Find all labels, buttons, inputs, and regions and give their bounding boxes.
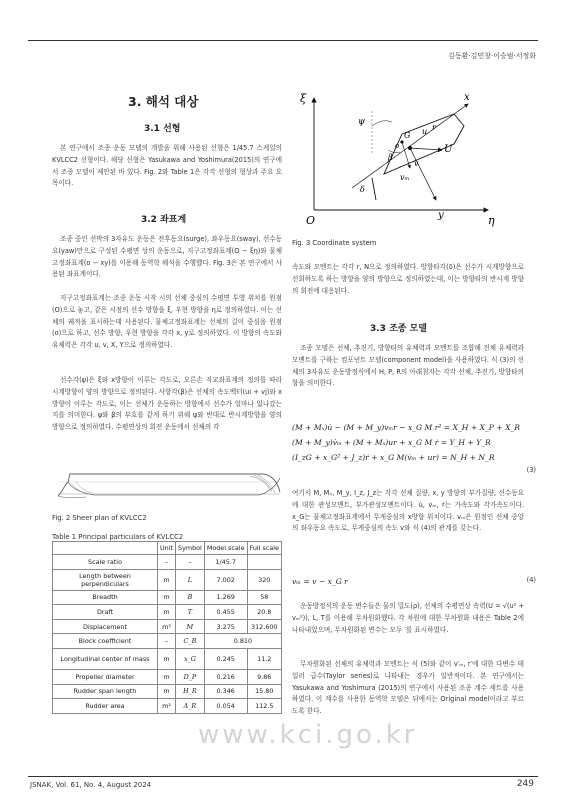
param-model-scale: 0.346 (204, 684, 247, 699)
drift-angle-label: β (388, 153, 393, 162)
coordinate-system-diagram (292, 88, 524, 233)
table-header-cell: Symbol (176, 542, 205, 555)
table-header-cell: Unit (158, 542, 176, 555)
param-full-scale: 320 (247, 569, 281, 590)
velocity-label-vm: vₘ (400, 173, 410, 182)
equation-4: vₘ = v − x_G r (292, 577, 348, 586)
equation-3-line-1: (M + Mₓ)u̇ − (M + M_y)vₘr − x_G M r² = X_H + X_P + X_R (292, 423, 521, 432)
param-symbol: x_G (176, 648, 205, 669)
param-name: Length between perpendiculars (53, 569, 158, 590)
paragraph-3-3-a: 조종 모델은 선체, 추진기, 방향타의 유체력과 모멘트를 조합해 전체 유체력과 모멘트를 구하는 컴포넌트 모델(component model)을 사용하였다. 식 (3)의 선체의 3자유도 운동방정식에서 H, P, R의 아래첨자는 각각 선체, 추진기, 방향타의 항을 의미한다. (292, 344, 524, 388)
param-symbol: C_B (176, 634, 205, 649)
velocity-label-u: u (422, 127, 428, 136)
table-row (53, 605, 282, 620)
param-unit: m (158, 590, 176, 605)
param-unit: m (158, 684, 176, 699)
param-symbol: T (176, 605, 205, 620)
equation-3-line-2: (M + M_y)v̇ₘ + (M + Mₓ)ur + x_G M ṙ = Y_H + Y_R (292, 438, 491, 447)
paragraph-3-2-c: 선수각(ψ)은 ξ와 x방향이 이루는 각도로, 오른손 직교좌표계의 정의를 따라 시계방향이 양의 방향으로 정의된다. 사항각(β)은 선체의 속도벡터(ui + vj)와 x방향이 이루는 각도로, 이는 선체가 운동하는 방향에서 선수가 얼마나 었나갔는지를 의미한다. ψ와 β의 부호를 같게 하기 위해 ψ와 반대로 반시계방향을 양의 방향으로 정의하였다. 수평면상의 회전 운동에서 선체의 각 (52, 376, 282, 432)
param-model-scale: 0.216 (204, 669, 247, 684)
section-title: 3. 해석 대상 (128, 94, 199, 109)
figure-3-caption: Fig. 3 Coordinate system (292, 239, 377, 247)
table-header-row (53, 542, 282, 555)
paragraph-3-3-b: 여기서 M, Mₓ, M_y, I_z, J_z는 각각 선체 질량, x, y 방향의 부가질량, 선수동요에 대한 관성모멘트, 부가관성모멘트이다. u̇, v̇ₘ, ṙ는 가속도와 각가속도이다. x_G는 물체고정좌표계에서 무게중심의 x방향 위치이다. vₘ은 원점인 선체 중앙의 좌우동요 속도로, 무게중심의 속도 v와 식 (4)의 관계를 갖는다. (292, 489, 524, 533)
param-unit: m (158, 605, 176, 620)
origin-label-O: O (306, 214, 316, 227)
param-model-scale: 0.245 (204, 648, 247, 669)
param-name: Displacement (53, 619, 158, 634)
figure-2-caption: Fig. 2 Sheer plan of KVLCC2 (52, 514, 147, 522)
param-symbol: H_R (176, 684, 205, 699)
param-full-scale: 112.5 (247, 699, 281, 714)
table-header-cell (53, 542, 158, 555)
param-full-scale: 9.86 (247, 669, 281, 684)
axis-label-eta: η (488, 214, 495, 227)
param-model-scale: 0.810 (204, 634, 281, 649)
subsection-title-3-3: 3.3 조종 모델 (370, 324, 427, 334)
speed-label-U: U (444, 144, 453, 155)
coordinate-system-figure (292, 88, 524, 233)
param-full-scale (247, 555, 281, 570)
param-unit: m³ (158, 619, 176, 634)
param-unit: – (158, 634, 176, 649)
param-full-scale: 312,600 (247, 619, 281, 634)
param-symbol: M (176, 619, 205, 634)
table-row (53, 669, 282, 684)
table-header-cell: Model scale (204, 542, 247, 555)
paragraph-3-3-c: 운동방정식의 운동 변수들은 물의 밀도(ρ), 선체의 수평면상 속력(U = √(u² + vₘ²)), L, T를 이용해 무차원화했다. 각 차원에 대한 무차원화 내용은 Table 2에 나타내었으며, 무차원화된 변수는 모두 ′를 표시하였다. (292, 602, 524, 634)
running-header-authors: 김동환·김민창·이승범·서정화 (448, 52, 536, 60)
paragraph-3-3-d: 무차원화된 선체의 유체력과 모멘트는 식 (5)와 같이 v′ₘ, r′에 대한 다변수 테일러 급수(Taylor series)로 나타내는 경우가 일반적이다. 본 연구에서는 Yasukawa and Yoshimura (2015)의 연구에서 사용된 조종 계수 세트를 사용하였다. 이 계수를 사용한 동역학 모델은 뒤에서는 Original model이라고 부르도록 한다. (292, 660, 524, 716)
table-row (53, 699, 282, 714)
param-model-scale: 0.054 (204, 699, 247, 714)
param-model-scale: 0.455 (204, 605, 247, 620)
sheer-plan-figure (54, 462, 282, 504)
param-symbol: D_P (176, 669, 205, 684)
param-name: Longitudinal center of mass (53, 648, 158, 669)
table-row (53, 634, 282, 649)
sheer-plan-drawing (54, 462, 282, 504)
table-row (53, 590, 282, 605)
yaw-rate-label-r: r (432, 123, 436, 132)
paragraph-3-1: 본 연구에서 조종 운동 모델의 개발을 위해 사용된 선형은 1/45.7 스케일의 KVLCC2 선형이다. 해당 선형은 Yasukawa and Yoshimura(2015)의 연구에서 조종 모델이 제안된 바 있다. Fig. 2와 Table 1은 각각 선형의 형상과 주요 요목이다. (52, 144, 282, 188)
param-unit: – (158, 555, 176, 570)
axis-label-xi: ξ (300, 92, 307, 105)
param-unit: m (158, 569, 176, 590)
param-unit: m² (158, 699, 176, 714)
param-name: Propeller diameter (53, 669, 158, 684)
param-unit: m (158, 648, 176, 669)
rudder-angle-label: δ (360, 185, 365, 194)
origin-label-o: o (395, 142, 400, 150)
header-rule (28, 40, 538, 41)
param-full-scale: 58 (247, 590, 281, 605)
param-symbol: L (176, 569, 205, 590)
param-full-scale: 15.80 (247, 684, 281, 699)
param-name: Rudder area (53, 699, 158, 714)
paragraph-rudder-definition: 속도와 모멘트는 각각 r, N으로 정의하였다. 방향타각(δ)은 선수가 시계방향으로 선회하도록 하는 방향을 양의 방향으로 정의하였는데, 이는 방향타의 반시계 방향의 회전에 대응된다. (292, 263, 524, 295)
equation-3-number: (3) (526, 466, 536, 474)
param-unit: m (158, 669, 176, 684)
param-model-scale: 7.002 (204, 569, 247, 590)
param-name: Block coefficient (53, 634, 158, 649)
param-name: Rudder span length (53, 684, 158, 699)
axis-label-y: y (438, 210, 444, 221)
param-name: Breadth (53, 590, 158, 605)
param-model-scale: 1.269 (204, 590, 247, 605)
param-full-scale: 20.8 (247, 605, 281, 620)
axis-label-x: x (464, 92, 470, 103)
paragraph-3-2-b: 지구고정좌표계는 조종 운동 시작 시의 선체 중심의 수평면 투영 위치를 원점(O)으로 놓고, 같은 시점의 선수 방향을 ξ, 우현 방향을 η로 정의하였다. 이는 선체의 궤적을 표시하는데 사용된다. 물체고정좌표계는 선체의 길이 중심을 원점(o)으로 하고, 선수 방향, 우현 방향을 각각 x, y로 정의하였다. 이 방향의 속도와 유체력은 각각 u, v, X, Y으로 정의하였다. (52, 294, 282, 350)
param-model-scale: 1/45.7 (204, 555, 247, 570)
param-symbol: – (176, 555, 205, 570)
heading-angle-label: ψ (358, 117, 366, 127)
subsection-title-3-2: 3.2 좌표계 (141, 215, 187, 225)
table-header-cell: Full scale (247, 542, 281, 555)
param-symbol: B (176, 590, 205, 605)
param-name: Draft (53, 605, 158, 620)
journal-info: JSNAK, Vol. 61, No. 4, August 2024 (30, 781, 152, 789)
table-row (53, 619, 282, 634)
subsection-title-3-1: 3.1 선형 (144, 124, 181, 134)
param-name: Scale ratio (53, 555, 158, 570)
table-row (53, 555, 282, 570)
velocity-label-v: v (414, 159, 419, 168)
equation-4-number: (4) (526, 576, 536, 584)
cog-label-G: G (404, 131, 411, 140)
param-symbol: A_R (176, 699, 205, 714)
table-row (53, 648, 282, 669)
table-row (53, 684, 282, 699)
principal-particulars-table (52, 541, 282, 714)
footer-rule (28, 776, 538, 777)
table-1-caption: Table 1 Principal particulars of KVLCC2 (52, 533, 184, 541)
param-model-scale: 3.275 (204, 619, 247, 634)
param-full-scale: 11.2 (247, 648, 281, 669)
paragraph-3-2-a: 조종 중인 선박의 3자유도 운동은 전후동요(surge), 좌우동요(sway), 선수동요(yaw)만으로 구성된 수평면 상의 운동으로, 지구고정좌표계(O − ξη)와 물체고정좌표계(o − xy)를 이용해 동역학 해석을 수행했다. Fig. 3은 본 연구에서 사용된 좌표계이다. (52, 235, 282, 279)
page-number: 249 (516, 779, 534, 789)
table-row (53, 569, 282, 590)
watermark: www.kci.go.kr (198, 720, 418, 750)
equation-3-line-3: (I_zG + x_G² + J_z)ṙ + x_G M(v̇ₘ + ur) = N_H + N_R (292, 453, 495, 462)
